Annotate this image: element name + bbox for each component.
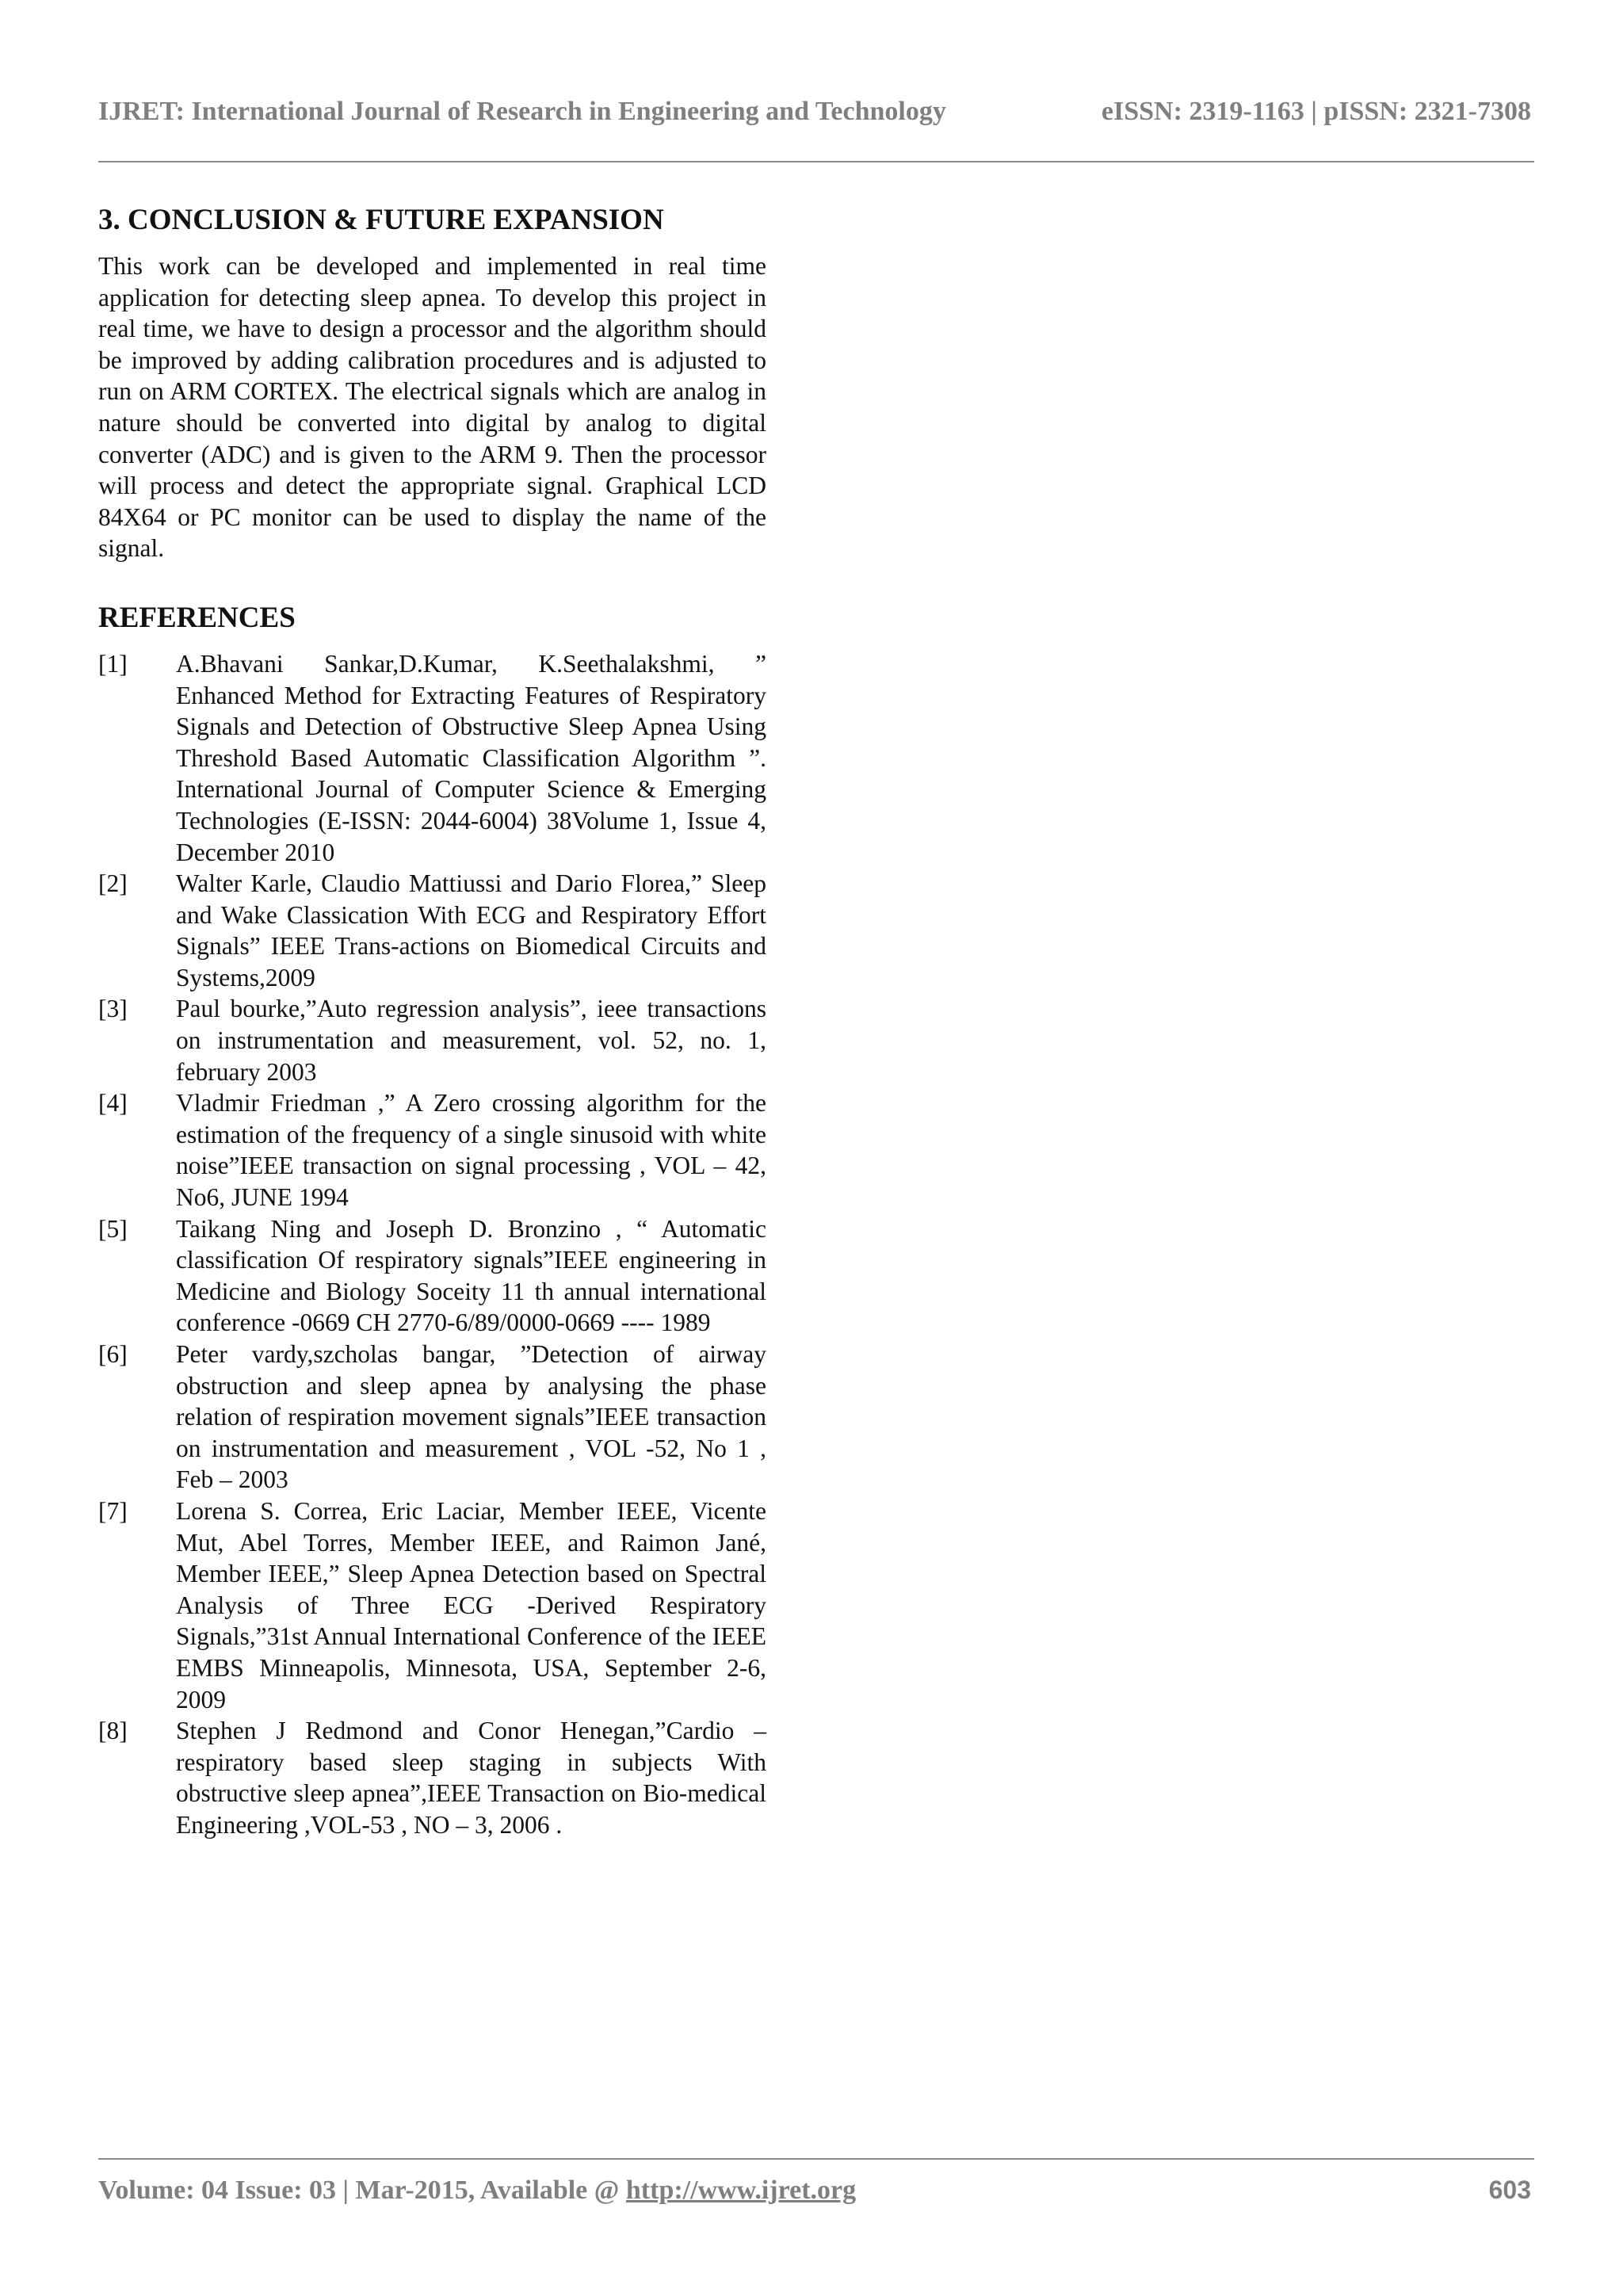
reference-item <box>98 1715 766 1840</box>
conclusion-heading: 3. CONCLUSION & FUTURE EXPANSION <box>98 204 664 236</box>
reference-item <box>98 993 766 1087</box>
reference-text: A.Bhavani Sankar,D.Kumar, K.Seethalakshmi, ” Enhanced Method for Extracting Features of Respiratory Signals and Detection of Obstructive Sleep Apnea Using Threshold Based Automatic Classification Algorithm ”. International Journal of Computer Science & Emerging Technologies (E-ISSN: 2044-6004) 38Volume 1, Issue 4, December 2010 <box>176 649 766 866</box>
header-divider <box>98 161 1534 162</box>
conclusion-paragraph: This work can be developed and implemented in real time application for detecting sleep apnea. To develop this project in real time, we have to design a processor and the algorithm should be improved by adding calibration procedures and is adjusted to run on ARM CORTEX. The electrical signals which are analog in nature should be converted into digital by analog to digital converter (ADC) and is given to the ARM 9. Then the processor will process and detect the appropriate signal. Graphical LCD 84X64 or PC monitor can be used to display the name of the signal. <box>98 252 766 563</box>
issn-info: eISSN: 2319-1163 | pISSN: 2321-7308 <box>1101 97 1531 126</box>
reference-list <box>98 648 766 1841</box>
reference-item <box>98 1213 766 1339</box>
reference-item <box>98 1087 766 1213</box>
reference-item <box>98 1339 766 1496</box>
volume-text: Volume: 04 Issue: 03 | Mar-2015, Available @ <box>98 2176 626 2205</box>
reference-text: Taikang Ning and Joseph D. Bronzino , “ Automatic classification Of respiratory signals”IEEE engineering in Medicine and Biology Soceity 11 th annual international conference -0669 CH 2770-6/89/0000-0669 ---- 1989 <box>176 1214 766 1337</box>
reference-number: [5] <box>98 1214 128 1243</box>
reference-text: Peter vardy,szcholas bangar, ”Detection of airway obstruction and sleep apnea by analysing the phase relation of respiration movement signals”IEEE transaction on instrumentation and measurement , VOL -52, No 1 , Feb – 2003 <box>176 1340 766 1494</box>
running-header <box>98 97 1531 138</box>
reference-number: [4] <box>98 1089 128 1117</box>
reference-text: Lorena S. Correa, Eric Laciar, Member IEEE, Vicente Mut, Abel Torres, Member IEEE, and Raimon Jané, Member IEEE,” Sleep Apnea Detection based on Spectral Analysis of Three ECG -Derived Respiratory Signals,”31st Annual International Conference of the IEEE EMBS Minneapolis, Minnesota, USA, September 2-6, 2009 <box>176 1496 766 1713</box>
journal-title: IJRET: International Journal of Research in Engineering and Technology <box>98 97 946 126</box>
reference-item <box>98 648 766 868</box>
references-heading: REFERENCES <box>98 601 296 634</box>
reference-number: [8] <box>98 1717 128 1745</box>
reference-text: Vladmir Friedman ,” A Zero crossing algorithm for the estimation of the frequency of a single sinusoid with white noise”IEEE transaction on signal processing , VOL – 42, No6, JUNE 1994 <box>176 1089 766 1212</box>
running-footer <box>98 2176 1531 2217</box>
footer-divider <box>98 2158 1534 2160</box>
reference-text: Paul bourke,”Auto regression analysis”, ieee transactions on instrumentation and measurement, vol. 52, no. 1, february 2003 <box>176 995 766 1086</box>
reference-number: [3] <box>98 995 128 1023</box>
reference-item <box>98 1496 766 1715</box>
reference-text: Walter Karle, Claudio Mattiussi and Dario Florea,” Sleep and Wake Classication With ECG and Respiratory Effort Signals” IEEE Trans-actions on Biomedical Circuits and Systems,2009 <box>176 869 766 991</box>
reference-number: [1] <box>98 649 128 678</box>
left-column <box>98 200 766 1841</box>
reference-number: [2] <box>98 869 128 898</box>
journal-website-link[interactable]: http://www.ijret.org <box>625 2176 857 2205</box>
reference-text: Stephen J Redmond and Conor Henegan,”Cardio – respiratory based sleep staging in subjects With obstructive sleep apnea”,IEEE Transaction on Bio-medical Engineering ,VOL-53 , NO – 3, 2006 . <box>176 1717 766 1839</box>
volume-info <box>98 2176 856 2206</box>
reference-item <box>98 868 766 993</box>
reference-number: [7] <box>98 1496 128 1525</box>
page-number: 603 <box>1488 2176 1531 2204</box>
reference-number: [6] <box>98 1340 128 1368</box>
